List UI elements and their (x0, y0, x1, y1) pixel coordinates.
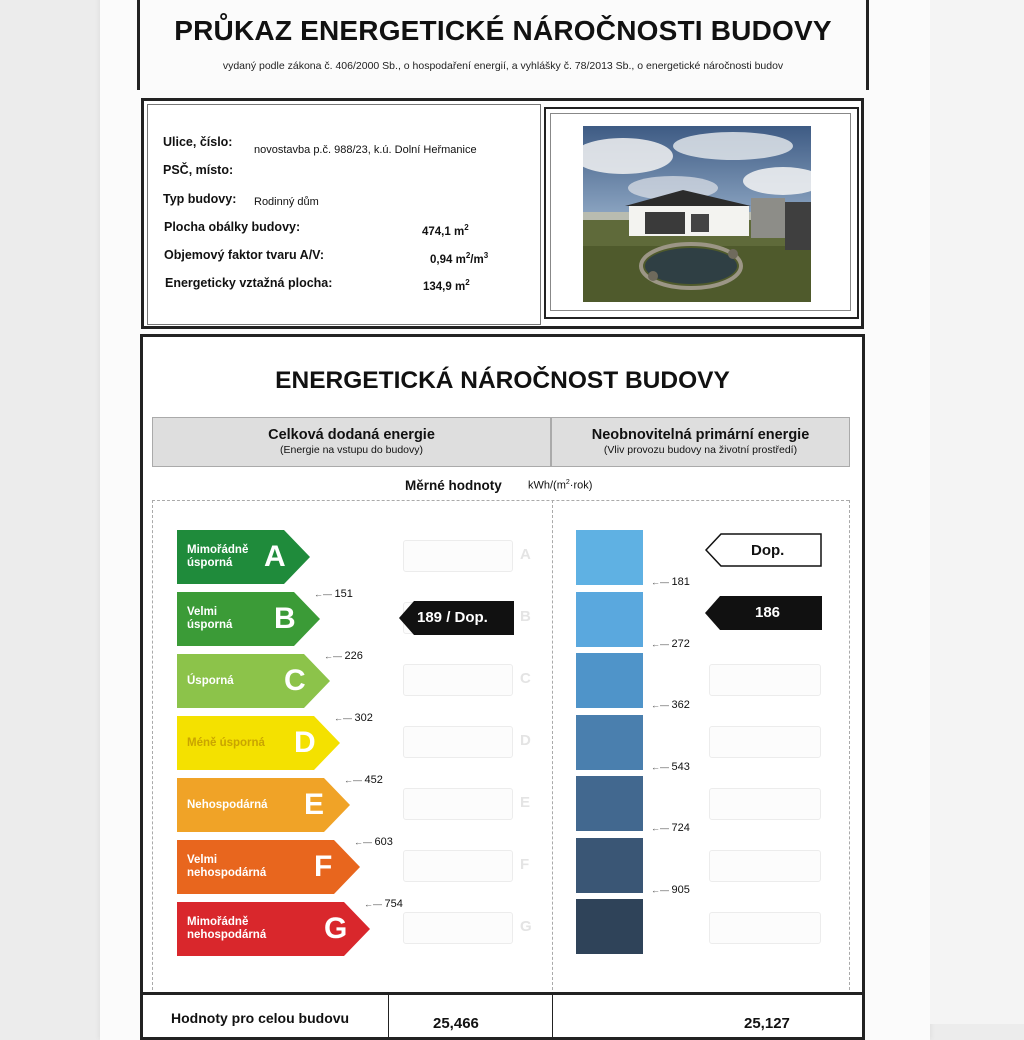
threshold-value: 272 (671, 637, 690, 650)
primary-dop-indicator-label: Dop. (751, 542, 785, 559)
energy-class-letter: C (284, 664, 306, 697)
ghost-indicator-left (403, 912, 513, 944)
ghost-class-letter: B (520, 608, 531, 625)
ghost-indicator-left (403, 788, 513, 820)
threshold-value: 302 (354, 712, 373, 724)
primary-energy-bar (576, 838, 643, 893)
threshold-value: 452 (364, 774, 383, 786)
energy-class-letter: B (274, 602, 296, 635)
building-info-fields (147, 104, 541, 325)
ghost-indicator-right (709, 912, 821, 944)
header-divider (152, 500, 849, 501)
page-edge (930, 0, 1024, 1024)
threshold-value: 603 (374, 836, 393, 848)
specific-values-label: Měrné hodnoty (405, 478, 502, 493)
threshold-value: 151 (334, 588, 353, 600)
ghost-indicator-left (403, 850, 513, 882)
energy-class-c (177, 654, 330, 713)
threshold-value: 724 (671, 822, 690, 834)
energy-class-letter: D (294, 726, 316, 759)
rating-title: ENERGETICKÁ NÁROČNOST BUDOVY (275, 367, 730, 394)
primary-energy-bar (576, 592, 643, 647)
ghost-indicator-right (709, 850, 821, 882)
threshold-arrow-icon: ←— (334, 713, 355, 723)
primary-energy-threshold (651, 576, 690, 588)
ghost-indicator-right (709, 726, 821, 758)
center-divider (552, 500, 553, 990)
whole-building-delivered-value: 25,466 (433, 1015, 479, 1032)
energy-class-label: Velmi úsporná (187, 606, 233, 631)
energy-class-label: Úsporná (187, 675, 234, 687)
threshold-arrow-icon: ←— (651, 638, 672, 649)
ghost-class-letter: E (520, 794, 531, 811)
document-subtitle: vydaný podle zákona č. 406/2000 Sb., o hospodaření energií, a vyhlášky č. 78/2013 Sb., o energetické náročnosti budov (222, 60, 784, 72)
primary-energy-indicator-label: 186 (755, 604, 781, 621)
primary-energy-bar (576, 899, 643, 954)
energy-class-f (177, 840, 360, 899)
primary-energy-bar (576, 653, 643, 708)
threshold-arrow-icon: ←— (354, 837, 375, 847)
energy-class-b (177, 592, 320, 651)
building-photo (583, 126, 811, 302)
primary-energy-threshold (651, 822, 690, 834)
zip-label: PSČ, místo: (163, 163, 234, 177)
whole-building-primary-value: 25,127 (744, 1015, 790, 1032)
threshold-arrow-icon: ←— (324, 651, 345, 661)
energy-class-letter: G (324, 912, 348, 945)
primary-energy-bar (576, 530, 643, 585)
delivered-energy-subtitle: (Energie na vstupu do budovy) (279, 444, 423, 456)
envelope-area-label: Plocha obálky budovy: (164, 220, 301, 234)
ghost-class-letter: D (520, 732, 531, 749)
building-info-box (141, 98, 864, 329)
delivered-energy-indicator-label: 189 / Dop. (417, 609, 488, 626)
document-title: PRŮKAZ ENERGETICKÉ NÁROČNOSTI BUDOVY (174, 15, 832, 46)
street-value: novostavba p.č. 988/23, k.ú. Dolní Heřmanice (254, 144, 477, 156)
threshold-value: 226 (344, 650, 363, 662)
building-type-label: Typ budovy: (163, 192, 237, 206)
threshold-value: 754 (384, 898, 403, 910)
primary-energy-bar (576, 715, 643, 770)
ghost-class-letter: G (520, 918, 532, 935)
threshold-arrow-icon: ←— (651, 884, 672, 895)
ghost-class-letter: F (520, 856, 530, 873)
threshold-value: 905 (671, 883, 690, 896)
ghost-class-letter: A (520, 546, 531, 563)
street-label: Ulice, číslo: (163, 135, 233, 149)
energy-class-e (177, 778, 350, 837)
building-type-value: Rodinný dům (254, 196, 319, 208)
envelope-area-value: 474,1 $m^2$ (422, 223, 469, 238)
energy-class-a (177, 530, 310, 589)
energy-class-label: Velmi nehospodárná (187, 854, 267, 879)
energy-class-d (177, 716, 340, 775)
footer-divider-left (388, 995, 389, 1040)
whole-building-label: Hodnoty pro celou budovu (171, 1010, 350, 1026)
energy-class-g (177, 902, 370, 961)
energy-class-letter: A (264, 540, 286, 573)
threshold-arrow-icon: ←— (344, 775, 365, 785)
primary-energy-subtitle: (Vliv provozu budovy na životní prostředí) (603, 444, 798, 456)
threshold-arrow-icon: ←— (651, 700, 672, 710)
primary-energy-threshold (651, 699, 690, 711)
threshold-value: 543 (671, 760, 690, 773)
primary-energy-threshold (651, 761, 690, 773)
left-divider (152, 500, 153, 990)
energy-class-label: Mimořádně úsporná (187, 544, 249, 569)
specific-values-row (152, 467, 849, 499)
threshold-arrow-icon: ←— (651, 761, 672, 772)
primary-energy-threshold (651, 884, 690, 896)
threshold-arrow-icon: ←— (314, 589, 335, 599)
shape-factor-value: 0,94 $m^2/m^3$ (430, 251, 489, 266)
reference-area-value: 134,9 $m^2$ (423, 278, 470, 293)
building-photo-frame (544, 107, 859, 319)
threshold-value: 181 (671, 576, 690, 588)
ghost-indicator-left (403, 664, 513, 696)
reference-area-label: Energeticky vztažná plocha: (165, 276, 333, 290)
ghost-class-letter: C (520, 670, 531, 687)
primary-energy-title: Neobnovitelná primární energie (591, 427, 810, 443)
energy-class-letter: E (304, 788, 325, 821)
ghost-indicator-right (709, 788, 821, 820)
delivered-energy-title: Celková dodaná energie (268, 427, 435, 443)
energy-rating-box (140, 334, 865, 1040)
energy-class-letter: F (314, 850, 333, 883)
primary-energy-header (551, 417, 850, 467)
energy-class-label: Mimořádně nehospodárná (187, 916, 267, 941)
threshold-arrow-icon: ←— (651, 577, 672, 587)
right-divider (849, 500, 850, 990)
shape-factor-label: Objemový faktor tvaru A/V: (164, 248, 324, 262)
ghost-indicator-right (709, 664, 821, 696)
ghost-indicator-left (403, 726, 513, 758)
specific-values-unit: kWh/$(m^2\cdot rok)$ (528, 479, 593, 492)
threshold-arrow-icon: ←— (651, 823, 672, 833)
ghost-indicator-left (403, 540, 513, 572)
primary-energy-threshold (651, 638, 690, 650)
energy-class-label: Méně úsporná (187, 737, 265, 749)
threshold-arrow-icon: ←— (364, 899, 385, 909)
footer-divider-center (552, 995, 553, 1040)
delivered-energy-header (152, 417, 551, 467)
energy-class-label: Nehospodárná (187, 799, 268, 811)
whole-building-row (143, 992, 862, 1040)
threshold-value: 362 (671, 699, 690, 711)
primary-energy-bar (576, 776, 643, 831)
